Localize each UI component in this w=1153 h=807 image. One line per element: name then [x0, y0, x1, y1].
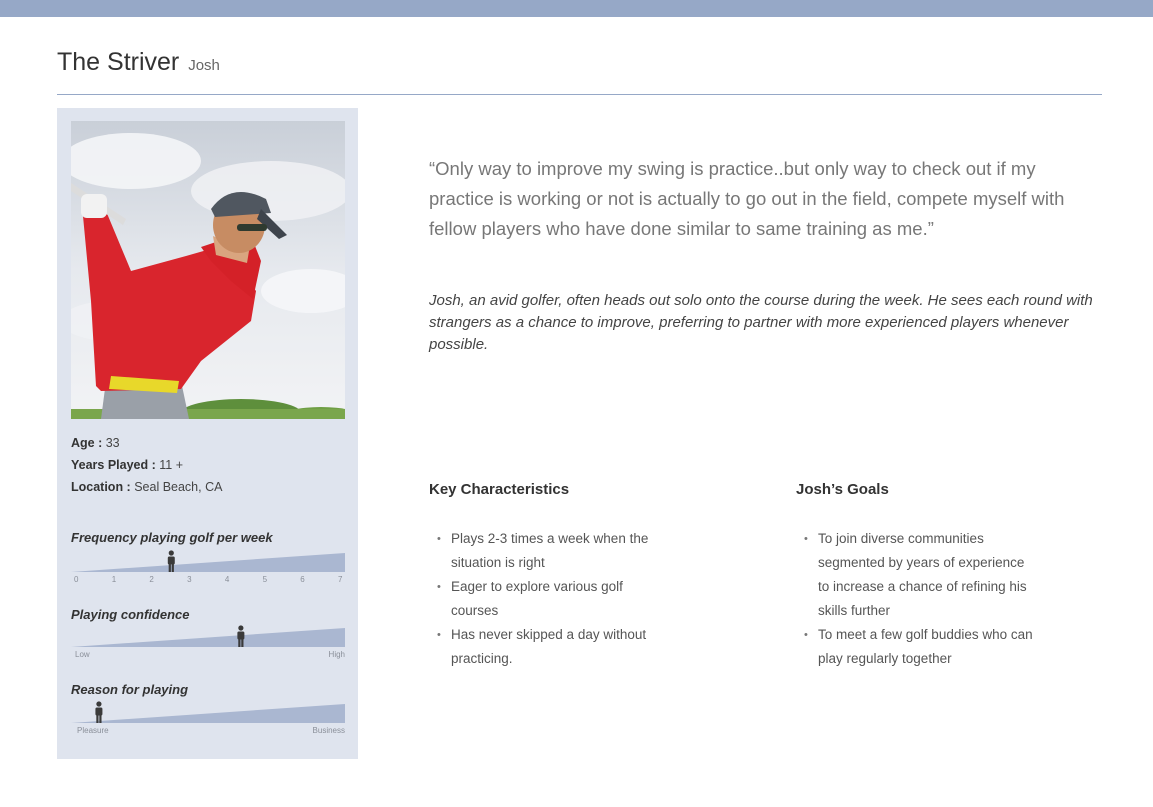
reason-scale-wedge — [71, 704, 345, 723]
persona-quote: “Only way to improve my swing is practice..but only way to check out if my practice is working or not is actually to go out in the field, compete myself with fellow players who have done similar to same training as me.” — [429, 158, 1065, 239]
characteristic-item: • Eager to explore various golf courses — [437, 575, 667, 623]
frequency-tick-label: 1 — [111, 575, 117, 584]
location-label: Location : — [71, 480, 131, 494]
frequency-tick-label: 5 — [262, 575, 268, 584]
persona-name: The Striver — [57, 48, 180, 76]
frequency-scale-wedge — [71, 553, 345, 572]
years-played-value: 11 + — [159, 458, 184, 472]
frequency-tick-label: 7 — [338, 575, 343, 584]
persona-bio: Josh, an avid golfer, often heads out solo onto the course during the week. He sees each round with strangers as a chance to improve, preferring to partner with more experienced players whenever possible. — [429, 292, 1093, 353]
age-row — [71, 432, 222, 454]
goal-item: • To meet a few golf buddies who can play regularly together — [804, 623, 1034, 671]
characteristic-item: • Plays 2-3 times a week when the situation is right — [437, 527, 667, 575]
confidence-scale-label: Playing confidence — [71, 607, 190, 622]
reason-high-label: Business — [312, 726, 345, 735]
profile-panel — [57, 108, 358, 759]
reason-low-label: Pleasure — [77, 726, 109, 735]
years-played-row — [71, 454, 222, 476]
age-value: 33 — [105, 436, 120, 450]
goals-list — [804, 527, 1034, 671]
profile-facts — [71, 432, 222, 498]
persona-subtitle: Josh — [188, 57, 220, 74]
goals-heading: Josh’s Goals — [796, 481, 889, 498]
key-characteristics-list — [437, 527, 667, 671]
title-divider — [57, 94, 1102, 95]
key-characteristics-heading: Key Characteristics — [429, 481, 570, 498]
frequency-scale — [71, 550, 345, 588]
persona-photo — [71, 121, 345, 419]
age-label: Age : — [71, 436, 103, 450]
confidence-scale-wedge — [71, 628, 345, 647]
top-bar — [0, 0, 1153, 17]
reason-scale-label: Reason for playing — [71, 682, 189, 697]
person-icon — [95, 701, 102, 723]
frequency-tick-label: 4 — [224, 575, 230, 584]
reason-scale — [71, 701, 345, 737]
frequency-tick-label: 2 — [149, 575, 154, 584]
frequency-tick-label: 6 — [300, 575, 305, 584]
location-value: Seal Beach, CA — [134, 480, 223, 494]
frequency-tick-label: 0 — [74, 575, 79, 584]
location-row — [71, 476, 222, 498]
frequency-scale-label: Frequency playing golf per week — [71, 530, 273, 545]
confidence-high-label: High — [328, 650, 345, 659]
confidence-low-label: Low — [75, 650, 90, 659]
characteristic-item: • Has never skipped a day without practicing. — [437, 623, 667, 671]
page-title — [57, 48, 220, 77]
frequency-tick-label: 3 — [187, 575, 192, 584]
goal-item: • To join diverse communities segmented by years of experience to increase a chance of refining his skills further — [804, 527, 1034, 623]
confidence-scale — [71, 625, 345, 661]
years-played-label: Years Played : — [71, 458, 156, 472]
